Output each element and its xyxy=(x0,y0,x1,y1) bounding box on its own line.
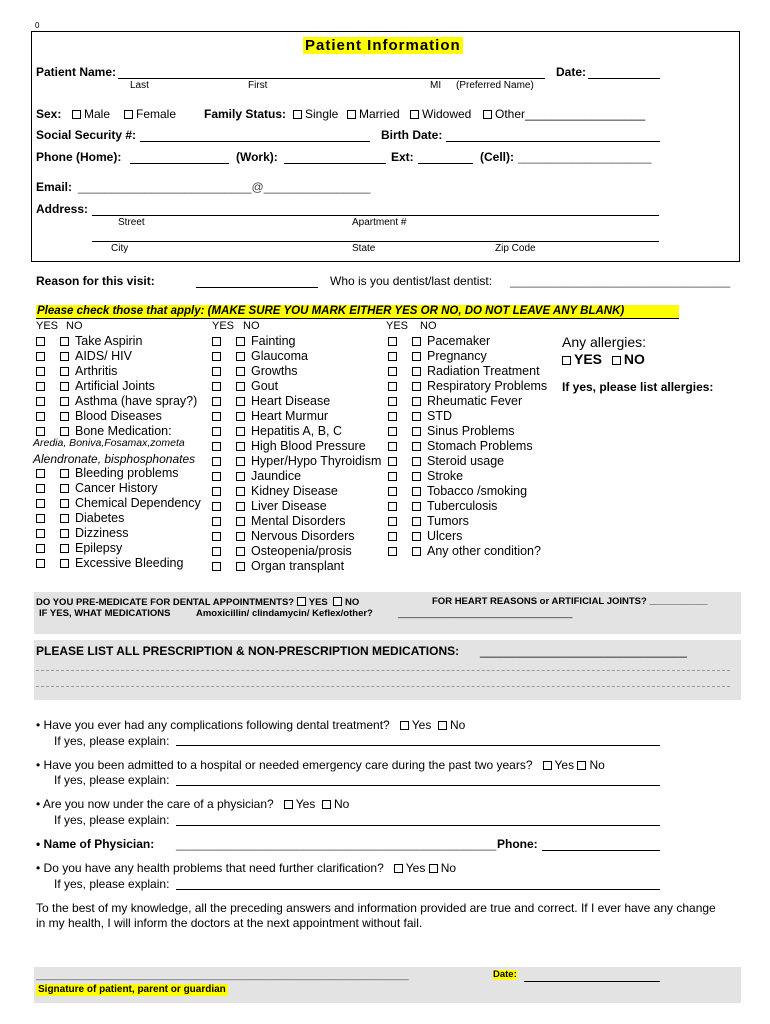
col3-no-header: NO xyxy=(420,320,437,332)
no-checkbox[interactable] xyxy=(236,412,245,421)
condition-label: Tuberculosis xyxy=(427,499,498,513)
condition-label: Stomach Problems xyxy=(427,439,533,453)
preferred-name-caption: (Preferred Name) xyxy=(456,80,534,91)
yes-checkbox[interactable] xyxy=(388,382,397,391)
condition-row xyxy=(212,364,381,379)
checkbox[interactable] xyxy=(333,597,342,606)
condition-row xyxy=(388,364,547,379)
condition-label: Rheumatic Fever xyxy=(427,394,523,408)
checkbox[interactable] xyxy=(577,761,586,770)
condition-label: Stroke xyxy=(427,469,464,483)
no-checkbox[interactable] xyxy=(60,484,69,493)
condition-label: Organ transplant xyxy=(251,559,345,573)
yes-checkbox[interactable] xyxy=(212,547,221,556)
ssn-label: Social Security #: xyxy=(36,128,137,142)
signature-date-field[interactable] xyxy=(524,981,660,982)
col2-yes-header: YES xyxy=(212,320,235,332)
no-checkbox[interactable] xyxy=(236,382,245,391)
date-field[interactable] xyxy=(588,78,660,79)
no-checkbox[interactable] xyxy=(236,472,245,481)
no-checkbox[interactable] xyxy=(236,457,245,466)
condition-label: Kidney Disease xyxy=(251,484,338,498)
condition-label: Mental Disorders xyxy=(251,514,346,528)
no-checkbox[interactable] xyxy=(236,517,245,526)
female-option[interactable]: Female xyxy=(124,108,176,120)
no-checkbox[interactable] xyxy=(236,442,245,451)
phone-home-field[interactable] xyxy=(130,163,229,164)
condition-label: Sinus Problems xyxy=(427,424,515,438)
condition-label: Epilepsy xyxy=(75,541,123,555)
no-checkbox[interactable] xyxy=(236,502,245,511)
condition-label: Tobacco /smoking xyxy=(427,484,528,498)
yes-checkbox[interactable] xyxy=(212,352,221,361)
condition-row xyxy=(36,556,201,571)
yes-checkbox[interactable] xyxy=(36,514,45,523)
condition-row xyxy=(212,424,381,439)
work-phone-field[interactable] xyxy=(284,163,386,164)
no-checkbox[interactable] xyxy=(236,562,245,571)
page-title: Patient Information xyxy=(305,37,461,54)
ext-field[interactable] xyxy=(418,163,473,164)
checkbox[interactable] xyxy=(72,110,81,119)
yes-checkbox[interactable] xyxy=(212,382,221,391)
premed-medication-field[interactable]: _________________________________ xyxy=(398,608,573,619)
yes-checkbox[interactable] xyxy=(388,532,397,541)
checkbox[interactable] xyxy=(483,110,492,119)
condition-row xyxy=(36,349,197,364)
checkbox[interactable] xyxy=(284,800,293,809)
no-checkbox[interactable] xyxy=(60,544,69,553)
condition-label: Take Aspirin xyxy=(75,334,143,348)
no-checkbox[interactable] xyxy=(60,367,69,376)
physician-phone-label: Phone: xyxy=(497,837,538,851)
yes-checkbox[interactable] xyxy=(36,469,45,478)
condition-label: Steroid usage xyxy=(427,454,505,468)
condition-row xyxy=(388,394,547,409)
address-city-field[interactable] xyxy=(92,241,659,242)
yes-checkbox[interactable] xyxy=(212,442,221,451)
condition-row xyxy=(36,334,197,349)
health-explain-field[interactable] xyxy=(176,889,660,890)
no-checkbox[interactable] xyxy=(412,427,421,436)
no-checkbox[interactable] xyxy=(60,397,69,406)
yes-checkbox[interactable] xyxy=(212,397,221,406)
explain-label: If yes, please explain: xyxy=(54,813,170,827)
explain-label: If yes, please explain: xyxy=(54,773,170,787)
yes-checkbox[interactable] xyxy=(388,502,397,511)
yes-checkbox[interactable] xyxy=(36,382,45,391)
yes-checkbox[interactable] xyxy=(36,544,45,553)
condition-label: Growths xyxy=(251,364,298,378)
condition-label: Diabetes xyxy=(75,511,125,525)
col2-no-header: NO xyxy=(243,320,260,332)
condition-label: AIDS/ HIV xyxy=(75,349,132,363)
no-checkbox[interactable] xyxy=(412,352,421,361)
yes-checkbox[interactable] xyxy=(36,412,45,421)
no-checkbox[interactable] xyxy=(60,337,69,346)
no-checkbox[interactable] xyxy=(60,529,69,538)
state-caption: State xyxy=(352,243,376,254)
condition-label: Artificial Joints xyxy=(75,379,155,393)
physician-explain-field[interactable] xyxy=(176,825,660,826)
checkbox[interactable] xyxy=(293,110,302,119)
allergies-label: Any allergies: xyxy=(562,334,647,350)
checkbox[interactable] xyxy=(394,864,403,873)
yes-checkbox[interactable] xyxy=(212,472,221,481)
signature-date-label: Date: xyxy=(493,969,517,980)
condition-label: Dizziness xyxy=(75,526,129,540)
yes-checkbox[interactable] xyxy=(212,532,221,541)
condition-label: Chemical Dependency xyxy=(75,496,201,510)
condition-row xyxy=(36,481,201,496)
explain-label: If yes, please explain: xyxy=(54,734,170,748)
condition-row xyxy=(212,559,381,574)
condition-row xyxy=(36,394,197,409)
yes-checkbox[interactable] xyxy=(388,472,397,481)
condition-row xyxy=(212,469,381,484)
condition-row xyxy=(36,364,197,379)
physician-name-label: • Name of Physician: xyxy=(36,837,155,851)
birth-date-label: Birth Date: xyxy=(381,128,443,142)
checkbox[interactable] xyxy=(297,597,306,606)
no-checkbox[interactable] xyxy=(60,499,69,508)
email-field[interactable]: __________________________@________________ xyxy=(78,180,371,194)
checkbox[interactable] xyxy=(410,110,419,119)
medications-field[interactable]: _______________________________ xyxy=(480,644,687,658)
yes-checkbox[interactable] xyxy=(388,547,397,556)
conditions-col2 xyxy=(212,334,381,574)
condition-label: Gout xyxy=(251,379,279,393)
condition-label: Nervous Disorders xyxy=(251,529,355,543)
reason-field[interactable] xyxy=(196,287,318,288)
no-checkbox[interactable] xyxy=(412,337,421,346)
condition-label: Hyper/Hypo Thyroidism xyxy=(251,454,382,468)
condition-row xyxy=(212,349,381,364)
yes-checkbox[interactable] xyxy=(388,487,397,496)
condition-row xyxy=(388,514,547,529)
first-name-caption: First xyxy=(248,80,268,91)
yes-checkbox[interactable] xyxy=(36,337,45,346)
condition-row xyxy=(388,484,547,499)
yes-checkbox[interactable] xyxy=(36,397,45,406)
condition-label: Cancer History xyxy=(75,481,158,495)
no-checkbox[interactable] xyxy=(412,517,421,526)
no-checkbox[interactable] xyxy=(412,397,421,406)
checkbox[interactable] xyxy=(347,110,356,119)
yes-checkbox[interactable] xyxy=(212,367,221,376)
complications-explain-field[interactable] xyxy=(176,745,660,746)
condition-label: Pregnancy xyxy=(427,349,487,363)
condition-row xyxy=(212,544,381,559)
no-checkbox[interactable] xyxy=(236,352,245,361)
last-name-caption: Last xyxy=(130,80,149,91)
yes-checkbox[interactable] xyxy=(36,484,45,493)
no-checkbox[interactable] xyxy=(60,427,69,436)
reason-label: Reason for this visit: xyxy=(36,274,155,288)
other-option[interactable]: Other__________________ xyxy=(483,108,645,120)
condition-label: Blood Diseases xyxy=(75,409,162,423)
family-status-label: Family Status: xyxy=(204,107,287,121)
checkbox[interactable] xyxy=(400,721,409,730)
yes-checkbox[interactable] xyxy=(212,427,221,436)
yes-checkbox[interactable] xyxy=(388,517,397,526)
email-label: Email: xyxy=(36,180,73,194)
condition-row xyxy=(212,334,381,349)
condition-row xyxy=(212,484,381,499)
checkbox[interactable] xyxy=(562,356,571,365)
condition-label: Hepatitis A, B, C xyxy=(251,424,343,438)
yes-checkbox[interactable] xyxy=(212,337,221,346)
checkbox[interactable] xyxy=(612,356,621,365)
condition-row xyxy=(388,379,547,394)
date-label: Date: xyxy=(556,65,587,79)
allergies-list-label: If yes, please list allergies: xyxy=(562,380,714,394)
medications-line-2[interactable] xyxy=(36,686,730,687)
condition-row xyxy=(388,439,547,454)
yes-checkbox[interactable] xyxy=(36,499,45,508)
yes-checkbox[interactable] xyxy=(388,427,397,436)
condition-row xyxy=(36,541,201,556)
mi-caption: MI xyxy=(430,80,442,91)
city-caption: City xyxy=(111,243,129,254)
yes-checkbox[interactable] xyxy=(388,442,397,451)
condition-label: Excessive Bleeding xyxy=(75,556,184,570)
condition-row xyxy=(388,349,547,364)
condition-label: Radiation Treatment xyxy=(427,364,540,378)
condition-label: Ulcers xyxy=(427,529,463,543)
no-checkbox[interactable] xyxy=(236,337,245,346)
birth-date-field[interactable] xyxy=(446,141,660,142)
condition-row xyxy=(36,526,201,541)
hospital-question: • Have you been admitted to a hospital or needed emergency care during the past two years? Yes No xyxy=(36,758,605,772)
condition-row xyxy=(36,466,201,481)
phone-home-label: Phone (Home): xyxy=(36,150,122,164)
no-checkbox[interactable] xyxy=(412,472,421,481)
checklist-header: Please check those that apply: (MAKE SURE YOU MARK EITHER YES OR NO, DO NOT LEAVE ANY BLANK) xyxy=(36,305,679,319)
yes-checkbox[interactable] xyxy=(212,487,221,496)
col1-yes-header: YES xyxy=(36,320,59,332)
complications-question: • Have you ever had any complications following dental treatment? Yes No xyxy=(36,718,466,732)
col1-no-header: NO xyxy=(66,320,83,332)
explain-label: If yes, please explain: xyxy=(54,877,170,891)
no-checkbox[interactable] xyxy=(236,547,245,556)
yes-checkbox[interactable] xyxy=(212,517,221,526)
condition-label: Osteopenia/prosis xyxy=(251,544,352,558)
page-mark: 0 xyxy=(35,21,40,30)
condition-label: Liver Disease xyxy=(251,499,327,513)
checkbox[interactable] xyxy=(124,110,133,119)
condition-label: Bone Medication: xyxy=(75,424,172,438)
no-checkbox[interactable] xyxy=(236,367,245,376)
condition-row xyxy=(36,409,197,424)
condition-row xyxy=(36,511,201,526)
address-label: Address: xyxy=(36,202,89,216)
yes-checkbox[interactable] xyxy=(388,397,397,406)
condition-label: Fainting xyxy=(251,334,296,348)
yes-checkbox[interactable] xyxy=(36,427,45,436)
checkbox[interactable] xyxy=(543,761,552,770)
conditions-col3 xyxy=(388,334,547,559)
address-street-field[interactable] xyxy=(92,215,659,216)
bone-medication-note: Aredia, Boniva,Fosamax,zometa xyxy=(33,437,185,449)
signature-label: Signature of patient, parent or guardian xyxy=(38,984,226,995)
yes-checkbox[interactable] xyxy=(36,367,45,376)
cell-label: (Cell): xyxy=(480,150,514,164)
checkbox[interactable] xyxy=(322,800,331,809)
no-checkbox[interactable] xyxy=(60,382,69,391)
premedicate-question: DO YOU PRE-MEDICATE FOR DENTAL APPOINTMENTS? YES NO xyxy=(36,597,360,608)
condition-row xyxy=(388,529,547,544)
no-checkbox[interactable] xyxy=(412,547,421,556)
medications-label: PLEASE LIST ALL PRESCRIPTION & NON-PRESCRIPTION MEDICATIONS: xyxy=(36,644,460,658)
cell-field[interactable]: ____________________ xyxy=(518,150,652,164)
physician-care-question: • Are you now under the care of a physician? Yes No xyxy=(36,797,350,811)
widowed-option[interactable]: Widowed xyxy=(410,108,471,120)
condition-row xyxy=(388,499,547,514)
physician-name-field[interactable]: ________________________________________________ xyxy=(176,837,497,851)
dentist-label: Who is you dentist/last dentist: xyxy=(330,274,493,288)
no-checkbox[interactable] xyxy=(412,457,421,466)
physician-phone-field[interactable] xyxy=(542,850,660,851)
yes-checkbox[interactable] xyxy=(212,562,221,571)
condition-row xyxy=(212,394,381,409)
condition-label: Glaucoma xyxy=(251,349,308,363)
condition-label: Any other condition? xyxy=(427,544,541,558)
no-checkbox[interactable] xyxy=(60,469,69,478)
heart-reasons-question: FOR HEART REASONS or ARTIFICIAL JOINTS? ___________ xyxy=(432,596,708,607)
checkbox[interactable] xyxy=(438,721,447,730)
no-checkbox[interactable] xyxy=(236,532,245,541)
no-checkbox[interactable] xyxy=(412,367,421,376)
yes-checkbox[interactable] xyxy=(388,337,397,346)
no-checkbox[interactable] xyxy=(412,382,421,391)
condition-label: Heart Disease xyxy=(251,394,331,408)
bisphosphonates-note: Alendronate, bisphosphonates xyxy=(33,452,196,466)
condition-label: Jaundice xyxy=(251,469,302,483)
condition-label: Heart Murmur xyxy=(251,409,329,423)
male-option[interactable]: Male xyxy=(72,108,110,120)
condition-label: High Blood Pressure xyxy=(251,439,366,453)
yes-checkbox[interactable] xyxy=(212,412,221,421)
married-option[interactable]: Married xyxy=(347,108,400,120)
condition-label: Bleeding problems xyxy=(75,466,179,480)
street-caption: Street xyxy=(118,217,145,228)
no-checkbox[interactable] xyxy=(60,559,69,568)
yes-checkbox[interactable] xyxy=(388,367,397,376)
condition-row xyxy=(388,469,547,484)
no-checkbox[interactable] xyxy=(412,487,421,496)
patient-name-label: Patient Name: xyxy=(36,65,117,79)
condition-label: Arthritis xyxy=(75,364,118,378)
condition-row xyxy=(212,514,381,529)
yes-checkbox[interactable] xyxy=(36,529,45,538)
medications-line-1[interactable] xyxy=(36,670,730,671)
checkbox[interactable] xyxy=(429,864,438,873)
no-checkbox[interactable] xyxy=(236,397,245,406)
hospital-explain-field[interactable] xyxy=(176,785,660,786)
no-checkbox[interactable] xyxy=(412,442,421,451)
condition-row xyxy=(388,409,547,424)
single-option[interactable]: Single xyxy=(293,108,338,120)
condition-row xyxy=(212,409,381,424)
no-checkbox[interactable] xyxy=(412,502,421,511)
health-problems-question: • Do you have any health problems that need further clarification? Yes No xyxy=(36,861,457,875)
dentist-field[interactable]: _________________________________ xyxy=(510,274,731,288)
condition-row xyxy=(388,454,547,469)
no-checkbox[interactable] xyxy=(412,532,421,541)
work-phone-label: (Work): xyxy=(236,150,278,164)
condition-label: Asthma (have spray?) xyxy=(75,394,198,408)
condition-row xyxy=(212,529,381,544)
condition-label: Pacemaker xyxy=(427,334,491,348)
yes-checkbox[interactable] xyxy=(388,457,397,466)
apartment-caption: Apartment # xyxy=(352,217,407,228)
yes-checkbox[interactable] xyxy=(212,502,221,511)
condition-row xyxy=(212,439,381,454)
condition-row xyxy=(212,454,381,469)
no-checkbox[interactable] xyxy=(236,487,245,496)
condition-row xyxy=(388,424,547,439)
condition-row xyxy=(36,379,197,394)
attestation-statement: To the best of my knowledge, all the preceding answers and information provided are true and correct. If I ever have any change in my health, I will inform the doctors at the next appointment without fail. xyxy=(36,901,716,930)
condition-label: Respiratory Problems xyxy=(427,379,548,393)
condition-row xyxy=(388,334,547,349)
patient-name-field[interactable] xyxy=(118,78,545,79)
yes-checkbox[interactable] xyxy=(36,559,45,568)
yes-checkbox[interactable] xyxy=(388,352,397,361)
condition-label: Tumors xyxy=(427,514,469,528)
yes-checkbox[interactable] xyxy=(36,352,45,361)
no-checkbox[interactable] xyxy=(412,412,421,421)
header-divider xyxy=(36,318,679,319)
zip-caption: Zip Code xyxy=(495,243,536,254)
sex-label: Sex: xyxy=(36,107,62,121)
condition-row xyxy=(388,544,547,559)
ssn-field[interactable] xyxy=(140,141,370,142)
conditions-col1b xyxy=(36,466,201,571)
yes-checkbox[interactable] xyxy=(212,457,221,466)
no-checkbox[interactable] xyxy=(60,514,69,523)
no-checkbox[interactable] xyxy=(60,352,69,361)
premed-examples: Amoxicillin/ clindamycin/ Keflex/other? xyxy=(196,608,373,619)
condition-row xyxy=(212,499,381,514)
condition-row xyxy=(36,496,201,511)
signature-field[interactable]: ___________________________________________________________________ xyxy=(36,970,409,981)
allergies-options[interactable]: YES NO xyxy=(562,352,645,366)
ext-label: Ext: xyxy=(391,150,414,164)
condition-row xyxy=(212,379,381,394)
no-checkbox[interactable] xyxy=(236,427,245,436)
no-checkbox[interactable] xyxy=(60,412,69,421)
conditions-col1 xyxy=(36,334,197,439)
condition-label: STD xyxy=(427,409,452,423)
premed-which-label: IF YES, WHAT MEDICATIONS xyxy=(39,608,171,619)
yes-checkbox[interactable] xyxy=(388,412,397,421)
col3-yes-header: YES xyxy=(386,320,409,332)
